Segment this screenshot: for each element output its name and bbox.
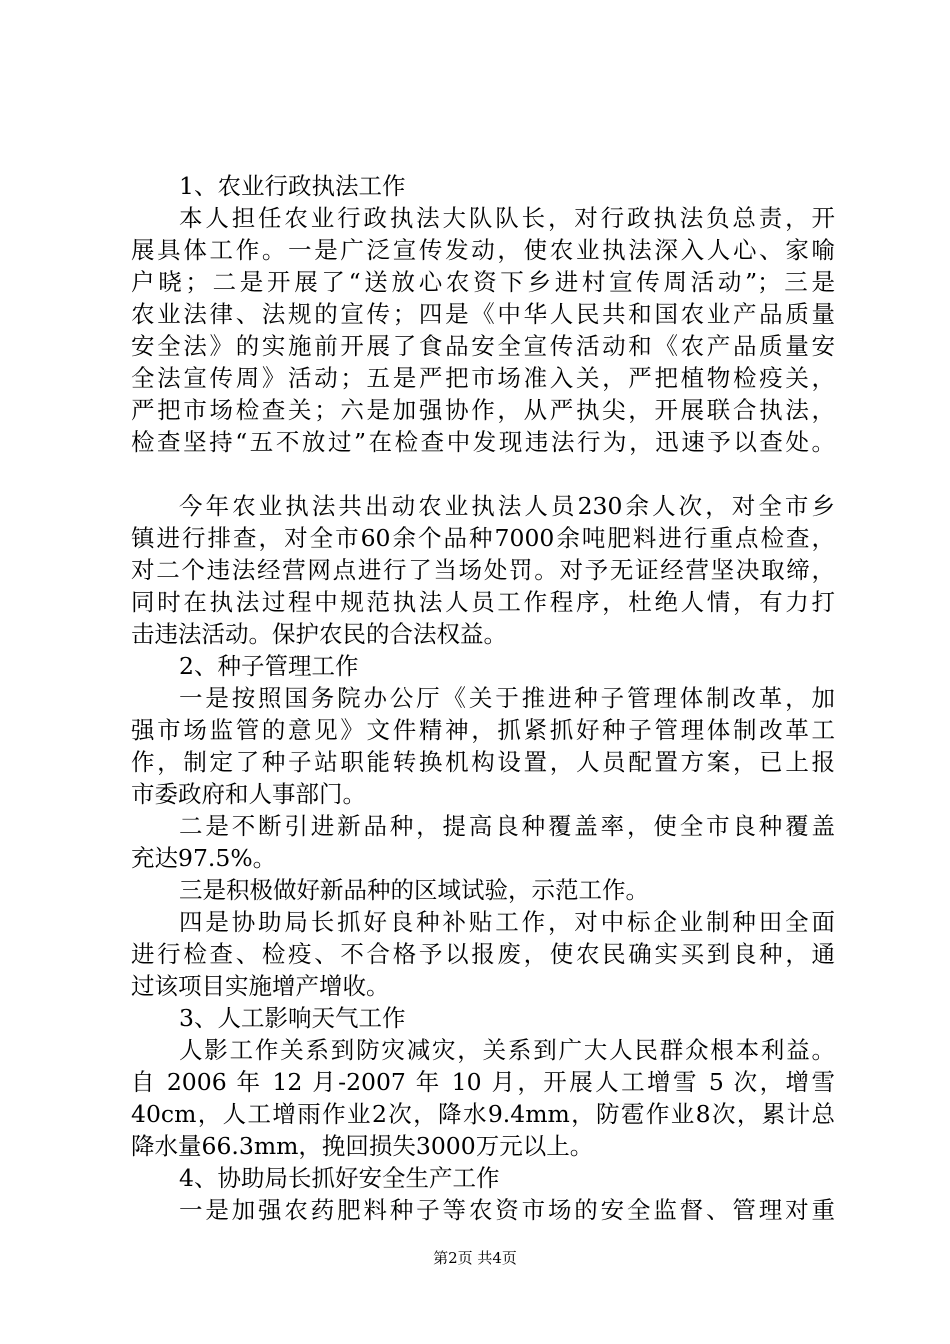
text-line: 4、协助局长抓好安全生产工作: [179, 1164, 500, 1192]
text-line: 对二个违法经营网点进行了当场处罚。对予无证经营坚决取缔，: [131, 556, 835, 584]
text-line: 三是积极做好新品种的区域试验，示范工作。: [179, 876, 649, 904]
text-line: 2、种子管理工作: [179, 652, 359, 680]
text-line: 今年农业执法共出动农业执法人员230余人次，对全市乡: [179, 492, 835, 520]
text-line: 四是协助局长抓好良种补贴工作，对中标企业制种田全面: [179, 908, 835, 936]
text-line: 过该项目实施增产增收。: [131, 972, 390, 1000]
text-line: 户晓；二是开展了“送放心农资下乡进村宣传周活动”；三是: [131, 268, 835, 296]
text-line: 自 2006 年 12 月-2007 年 10 月，开展人工增雪 5 次，增雪: [131, 1068, 835, 1096]
text-line: 3、人工影响天气工作: [179, 1004, 406, 1032]
text-line: 充达97.5%。: [131, 844, 277, 872]
text-line: 农业法律、法规的宣传；四是《中华人民共和国农业产品质量: [131, 300, 835, 328]
text-line: 检查坚持“五不放过”在检查中发现违法行为，迅速予以查处。: [131, 428, 835, 456]
text-line: 进行检查、检疫、不合格予以报废，使农民确实买到良种，通: [131, 940, 835, 968]
page-footer: 第2页 共4页: [433, 1249, 517, 1267]
text-line: 1、农业行政执法工作: [179, 172, 406, 200]
text-line: 安全法》的实施前开展了食品安全宣传活动和《农产品质量安: [131, 332, 835, 360]
text-line: 全法宣传周》活动；五是严把市场准入关，严把植物检疫关，: [131, 364, 835, 392]
text-line: 二是不断引进新品种，提高良种覆盖率，使全市良种覆盖: [179, 812, 835, 840]
text-line: 一是按照国务院办公厅《关于推进种子管理体制改革，加: [179, 684, 835, 712]
text-line: 击违法活动。保护农民的合法权益。: [131, 620, 507, 648]
text-line: 本人担任农业行政执法大队队长，对行政执法负总责，开: [179, 204, 835, 232]
text-line: 人影工作关系到防灾减灾，关系到广大人民群众根本利益。: [179, 1036, 835, 1064]
text-line: 强市场监管的意见》文件精神，抓紧抓好种子管理体制改革工: [131, 716, 835, 744]
document-body: [131, 170, 835, 1226]
text-line: 展具体工作。一是广泛宣传发动，使农业执法深入人心、家喻: [131, 236, 835, 264]
text-line: 作，制定了种子站职能转换机构设置，人员配置方案，已上报: [131, 748, 835, 776]
paragraph-spacer: [131, 458, 835, 490]
text-line: 同时在执法过程中规范执法人员工作程序，杜绝人情，有力打: [131, 588, 835, 616]
text-line: 40cm，人工增雨作业2次，降水9.4mm，防雹作业8次，累计总: [131, 1100, 835, 1128]
text-line: 镇进行排查，对全市60余个品种7000余吨肥料进行重点检查，: [131, 524, 835, 552]
text-line: 一是加强农药肥料种子等农资市场的安全监督、管理对重: [179, 1196, 835, 1224]
text-line: 降水量66.3mm，挽回损失3000万元以上。: [131, 1132, 594, 1160]
text-line: 严把市场检查关；六是加强协作，从严执尖，开展联合执法，: [131, 396, 835, 424]
text-line: 市委政府和人事部门。: [131, 780, 366, 808]
